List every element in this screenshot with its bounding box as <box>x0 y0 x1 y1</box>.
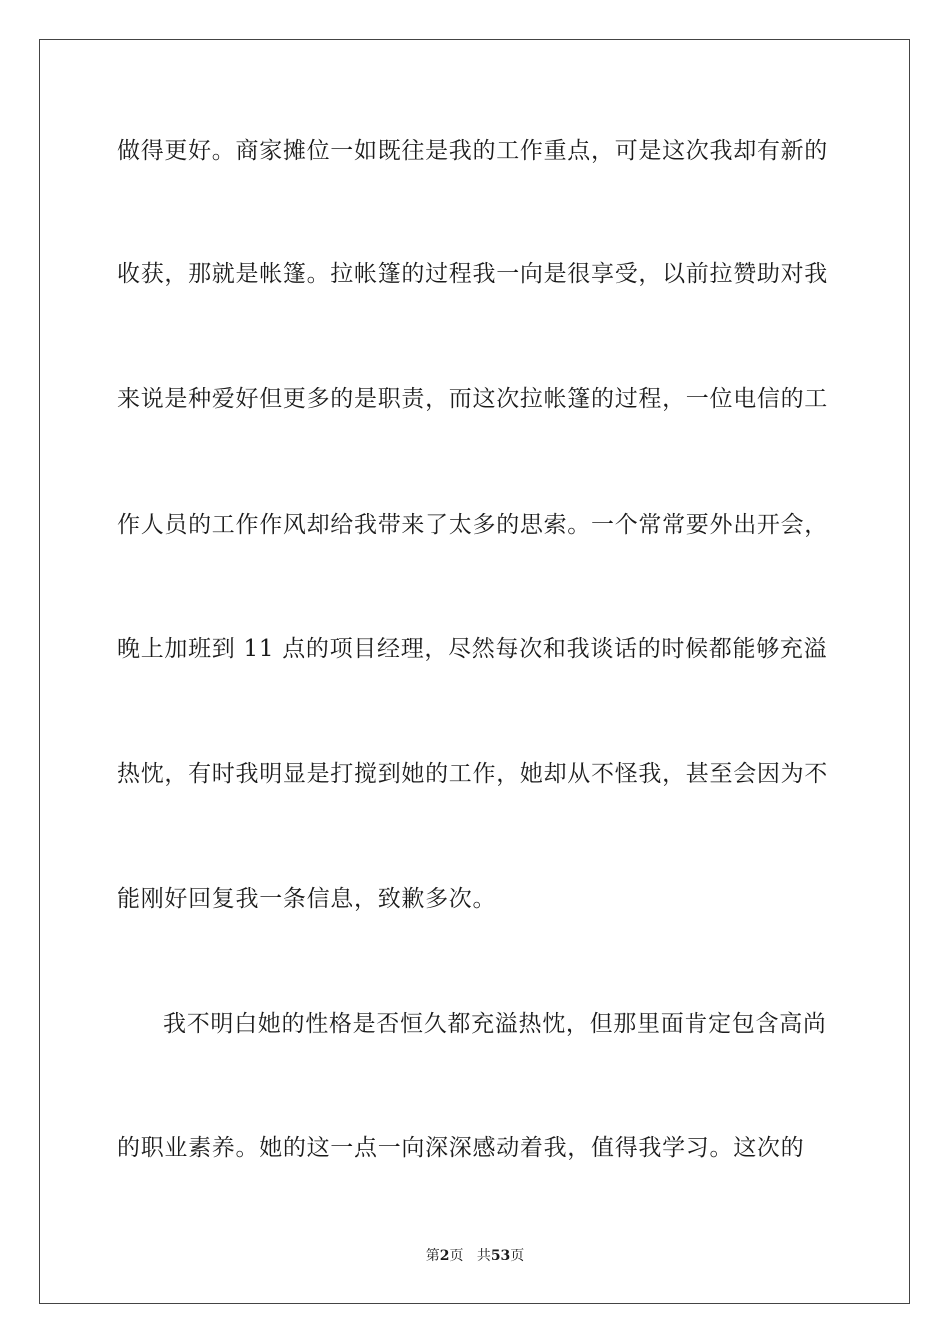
text-line-3: 来说是种爱好但更多的是职责，而这次拉帐篷的过程，一位电信的工 <box>117 386 828 412</box>
total-suffix: 页 <box>510 1248 525 1264</box>
page-prefix: 第 <box>425 1248 440 1264</box>
paragraph-2-line-2: 的职业素养。她的这一点一向深深感动着我，值得我学习。这次的 <box>117 1135 805 1161</box>
page-suffix: 页 <box>449 1248 464 1264</box>
text-line-4: 作人员的工作作风却给我带来了太多的思索。一个常常要外出开会， <box>117 512 828 538</box>
text-line-1: 做得更好。商家摊位一如既往是我的工作重点，可是这次我却有新的 <box>117 138 828 164</box>
text-line-2: 收获，那就是帐篷。拉帐篷的过程我一向是很享受，以前拉赞助对我 <box>117 261 828 287</box>
page-footer <box>0 1247 950 1265</box>
text-line-5: 晚上加班到 11 点的项目经理，尽然每次和我谈话的时候都能够充溢 <box>117 636 828 662</box>
page-number: 2 <box>439 1248 450 1264</box>
page-border <box>39 39 910 1304</box>
paragraph-2-line-1: 我不明白她的性格是否恒久都充溢热忱，但那里面肯定包含高尚 <box>163 1011 827 1037</box>
total-prefix: 共 <box>476 1248 491 1264</box>
text-line-6: 热忱，有时我明显是打搅到她的工作，她却从不怪我，甚至会因为不 <box>117 761 828 787</box>
total-pages: 53 <box>490 1248 511 1264</box>
text-line-7: 能刚好回复我一条信息，致歉多次。 <box>117 886 497 912</box>
